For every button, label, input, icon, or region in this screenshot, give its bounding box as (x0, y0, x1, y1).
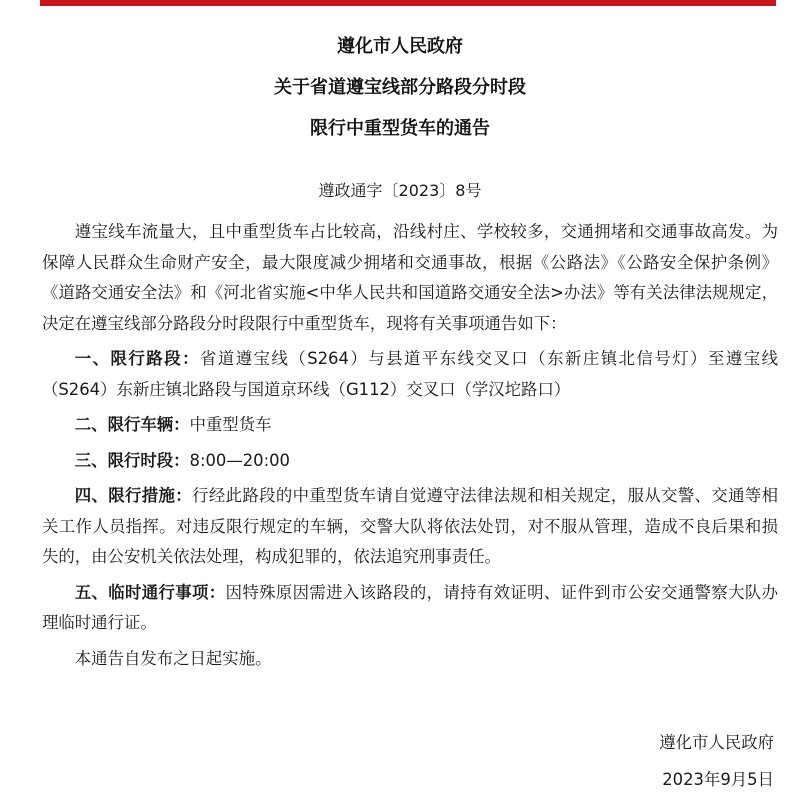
item-heading: 一、限行路段： (74, 349, 200, 368)
document-number: 遵政通字〔2023〕8号 (318, 181, 482, 200)
item-heading: 五、临时通行事项： (74, 582, 226, 602)
intro-paragraph: 遵宝线车流量大，且中重型货车占比较高，沿线村庄、学校较多，交通拥堵和交通事故高发。为保障人民群众生命财产安全，最大限度减少拥堵和交通事故，根据《公路法》《公路安全保护条例》《道路交通安全法》和《河北省实施<中华人民共和国道路交通安全法>办法》等有关法律法规规定，决定在遵宝线部分路段分时段限行中重型货车，现将有关事项通告如下： (42, 222, 778, 333)
closing-paragraph: 本通告自发布之日起实施。 (74, 648, 272, 668)
notice-body (42, 217, 778, 679)
notice-issuer-title: 遵化市人民政府 (337, 36, 463, 57)
item-text: 中重型货车 (189, 415, 272, 434)
item-heading: 二、限行车辆： (74, 415, 190, 434)
red-header-bar (40, 0, 776, 6)
item-text: 行经此路段的中重型货车请自觉遵守法律法规和相关规定，服从交警、交通等相关工作人员指挥。对违反限行规定的车辆，交警大队将依法处罚，对不服从管理，造成不良后果和损失的，由公安机关依法处理，构成犯罪的，依法追究刑事责任。 (42, 486, 779, 566)
item-paragraph (42, 578, 778, 639)
item-heading: 三、限行时段： (74, 450, 190, 470)
notice-title-line: 限行中重型货车的通告 (310, 118, 490, 139)
item-text: 因特殊原因需进入该路段的，请持有效证明、证件到市公安交通警察大队办理临时通行证。 (42, 582, 778, 632)
item-heading: 四、限行措施： (74, 486, 193, 505)
item-paragraph (42, 344, 778, 405)
item-paragraph (42, 410, 778, 441)
item-text: 省道遵宝线（S264）与县道平东线交叉口（东新庄镇北信号灯）至遵宝线（S264）东新庄镇北路段与国道京环线（G112）交叉口（学汉坨路口） (42, 349, 779, 399)
item-paragraph (42, 481, 778, 573)
item-paragraph (42, 446, 778, 477)
signature-date: 2023年9月5日 (662, 770, 774, 789)
signature-org: 遵化市人民政府 (659, 733, 774, 752)
item-text: 8:00—20:00 (189, 450, 290, 470)
notice-title-line: 关于省道遵宝线部分路段分时段 (274, 77, 526, 98)
